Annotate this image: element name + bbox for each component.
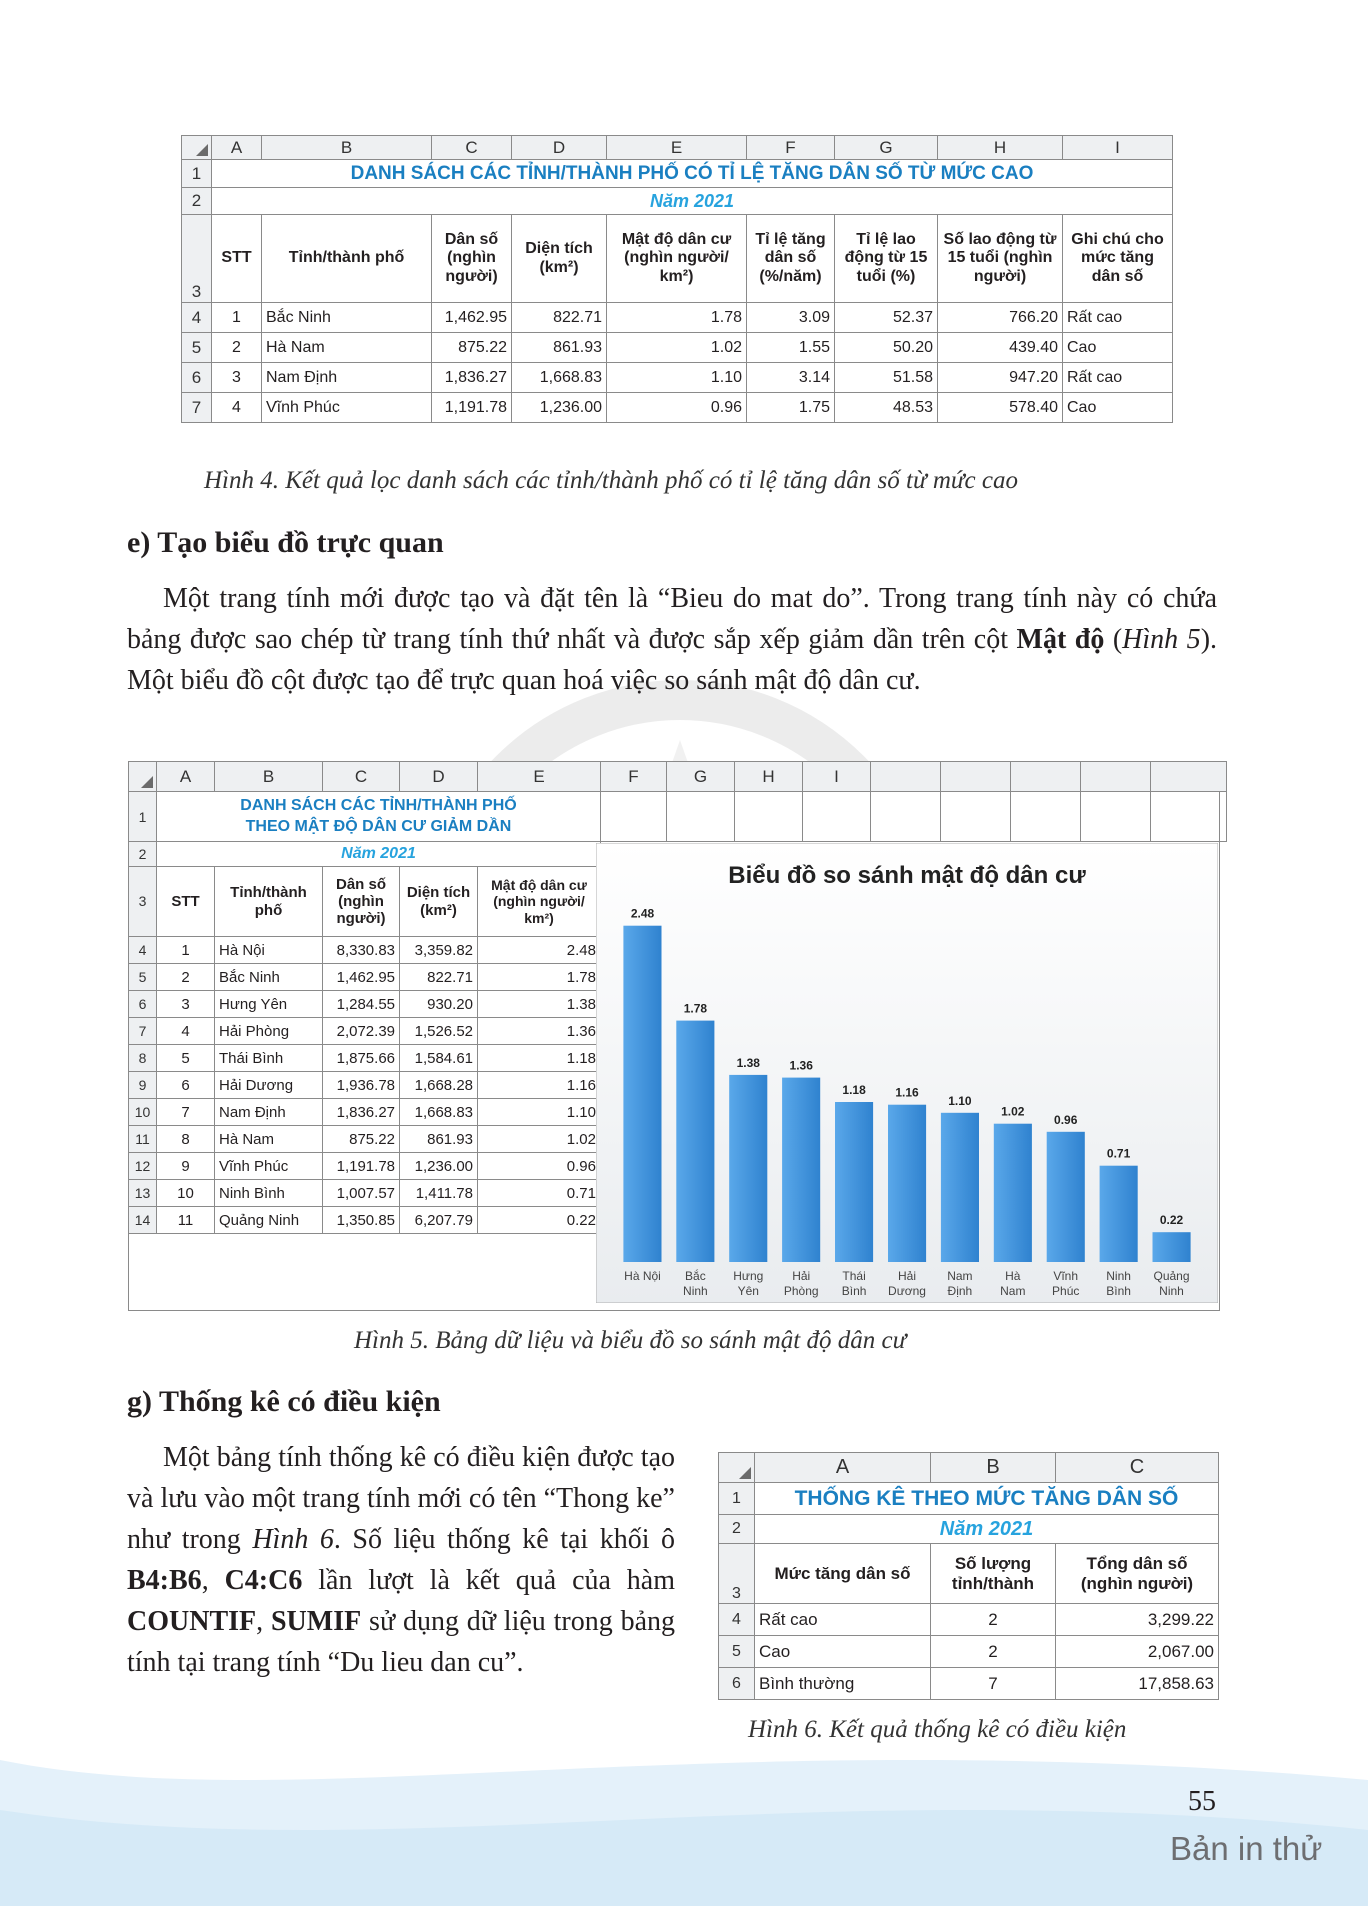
col-header[interactable]: C bbox=[1056, 1453, 1219, 1483]
chart-bar[interactable] bbox=[729, 1075, 767, 1262]
table-cell[interactable]: 2 bbox=[931, 1636, 1056, 1668]
chart-bar[interactable] bbox=[888, 1105, 926, 1262]
row-number[interactable]: 3 bbox=[182, 215, 212, 303]
fig4-title: DANH SÁCH CÁC TỈNH/THÀNH PHỐ CÓ TỈ LỆ TĂNG DÂN SỐ TỪ MỨC CAO bbox=[212, 160, 1173, 188]
table-cell[interactable]: 1.10 bbox=[607, 363, 747, 393]
header-cell: Tỉ lệ tăng dân số (%/năm) bbox=[747, 215, 835, 303]
row-number[interactable]: 1 bbox=[182, 160, 212, 188]
col-header[interactable]: B bbox=[262, 136, 432, 160]
chart-category-label: Hà Nội bbox=[624, 1269, 661, 1283]
table-cell[interactable]: 1,836.27 bbox=[432, 363, 512, 393]
table-cell[interactable]: 1,936.78 bbox=[323, 1072, 400, 1099]
para-bold: SUMIF bbox=[270, 1606, 362, 1637]
para-bold: B4:B6 bbox=[127, 1565, 202, 1596]
row-number[interactable]: 5 bbox=[182, 333, 212, 363]
cell[interactable] bbox=[803, 792, 871, 842]
chart-category-label: Quảng bbox=[1153, 1269, 1190, 1283]
cell[interactable] bbox=[871, 792, 941, 842]
row-number[interactable]: 6 bbox=[129, 991, 157, 1018]
col-header[interactable]: A bbox=[157, 762, 215, 792]
col-header[interactable] bbox=[1011, 762, 1081, 792]
header-cell: Số lượng tỉnh/thành bbox=[931, 1544, 1056, 1604]
table-cell[interactable]: Vĩnh Phúc bbox=[215, 1153, 323, 1180]
table-row bbox=[182, 393, 1173, 423]
para-text: ( bbox=[1104, 624, 1123, 655]
table-cell[interactable]: Bắc Ninh bbox=[262, 303, 432, 333]
chart-category-label: Vĩnh bbox=[1053, 1269, 1079, 1283]
header-cell: Diện tích (km²) bbox=[400, 867, 478, 937]
para-text: Một bảng tính thống kê có điều kiện được tạo và lưu vào một trang tính mới có tên “Thong ke” như trong bbox=[127, 1442, 675, 1555]
table-cell[interactable]: Hà Nội bbox=[215, 937, 323, 964]
cell[interactable] bbox=[667, 792, 735, 842]
table-cell[interactable]: 0.96 bbox=[607, 393, 747, 423]
row-number[interactable]: 10 bbox=[129, 1099, 157, 1126]
chart-category-label: Hà bbox=[1005, 1269, 1021, 1283]
table-row bbox=[182, 333, 1173, 363]
page-number: 55 bbox=[1188, 1786, 1216, 1817]
fig6-title: THỐNG KÊ THEO MỨC TĂNG DÂN SỐ bbox=[755, 1483, 1219, 1515]
fig5-caption: Hình 5. Bảng dữ liệu và biểu đồ so sánh mật độ dân cư bbox=[354, 1327, 907, 1354]
density-bar-chart[interactable] bbox=[596, 843, 1218, 1303]
table-cell[interactable]: 1.16 bbox=[478, 1072, 601, 1099]
col-header[interactable]: E bbox=[607, 136, 747, 160]
table-cell[interactable]: Hưng Yên bbox=[215, 991, 323, 1018]
chart-category-label: Hải bbox=[792, 1269, 811, 1283]
chart-data-label: 0.71 bbox=[1106, 1146, 1131, 1161]
row-number[interactable]: 2 bbox=[182, 188, 212, 215]
chart-bar[interactable] bbox=[835, 1102, 873, 1262]
row-number[interactable]: 14 bbox=[129, 1207, 157, 1234]
table-cell[interactable]: 1,668.83 bbox=[512, 363, 607, 393]
table-cell[interactable]: 1,668.83 bbox=[400, 1099, 478, 1126]
row-number[interactable]: 9 bbox=[129, 1072, 157, 1099]
table-cell[interactable]: 1,668.28 bbox=[400, 1072, 478, 1099]
col-header[interactable] bbox=[1151, 762, 1227, 792]
table-cell[interactable]: 11 bbox=[157, 1207, 215, 1234]
table-cell[interactable]: 8 bbox=[157, 1126, 215, 1153]
chart-category-label: Dương bbox=[888, 1284, 926, 1298]
table-cell[interactable]: 3.09 bbox=[747, 303, 835, 333]
table-row bbox=[719, 1636, 1219, 1668]
chart-category-label: Phúc bbox=[1052, 1284, 1080, 1298]
para-bold: C4:C6 bbox=[224, 1565, 303, 1596]
row-number[interactable]: 7 bbox=[182, 393, 212, 423]
table-cell[interactable]: 1,462.95 bbox=[323, 964, 400, 991]
table-cell[interactable]: 2,067.00 bbox=[1056, 1636, 1219, 1668]
col-header[interactable]: B bbox=[215, 762, 323, 792]
chart-category-label: Hưng bbox=[733, 1269, 764, 1283]
table-row bbox=[182, 303, 1173, 333]
para-bold: Mật độ bbox=[1016, 624, 1105, 655]
table-cell[interactable]: 1,191.78 bbox=[432, 393, 512, 423]
select-all-corner[interactable] bbox=[129, 762, 157, 792]
table-cell[interactable]: Thái Bình bbox=[215, 1045, 323, 1072]
table-cell[interactable]: 8,330.83 bbox=[323, 937, 400, 964]
table-cell[interactable]: 947.20 bbox=[938, 363, 1063, 393]
col-header[interactable]: C bbox=[432, 136, 512, 160]
row-number[interactable]: 7 bbox=[129, 1018, 157, 1045]
table-cell[interactable]: 17,858.63 bbox=[1056, 1668, 1219, 1700]
chart-category-label: Bắc bbox=[685, 1269, 706, 1283]
chart-category-label: Ninh bbox=[683, 1284, 708, 1298]
para-text: , bbox=[256, 1606, 271, 1637]
chart-data-label: 1.02 bbox=[1001, 1104, 1025, 1119]
header-cell: Dân số (nghìn người) bbox=[432, 215, 512, 303]
table-cell[interactable]: 1 bbox=[212, 303, 262, 333]
table-cell[interactable]: Rất cao bbox=[1063, 303, 1173, 333]
table-cell[interactable]: Bắc Ninh bbox=[215, 964, 323, 991]
row-number[interactable]: 3 bbox=[719, 1544, 755, 1604]
row-number[interactable]: 1 bbox=[719, 1483, 755, 1515]
row-number[interactable]: 5 bbox=[129, 964, 157, 991]
table-cell[interactable]: 861.93 bbox=[512, 333, 607, 363]
chart-bar[interactable] bbox=[1100, 1166, 1138, 1262]
row-number[interactable]: 1 bbox=[129, 792, 157, 842]
col-header[interactable]: G bbox=[667, 762, 735, 792]
col-header[interactable]: H bbox=[735, 762, 803, 792]
table-cell[interactable]: 1,462.95 bbox=[432, 303, 512, 333]
chart-category-label: Bình bbox=[841, 1284, 867, 1298]
fig4-caption: Hình 4. Kết quả lọc danh sách các tỉnh/thành phố có tỉ lệ tăng dân số từ mức cao bbox=[204, 467, 1018, 494]
table-cell[interactable]: 50.20 bbox=[835, 333, 938, 363]
table-cell[interactable]: 1.10 bbox=[478, 1099, 601, 1126]
table-cell[interactable]: Cao bbox=[755, 1636, 931, 1668]
table-cell[interactable]: Nam Định bbox=[215, 1099, 323, 1126]
table-cell[interactable]: 3 bbox=[212, 363, 262, 393]
table-cell[interactable]: 1.75 bbox=[747, 393, 835, 423]
chart-category-label: Nam bbox=[947, 1269, 973, 1283]
para-text: . Số liệu thống kê tại khối ô bbox=[333, 1524, 676, 1555]
section-g-paragraph bbox=[127, 1437, 675, 1683]
table-cell[interactable]: 5 bbox=[157, 1045, 215, 1072]
table-cell[interactable]: 1.38 bbox=[478, 991, 601, 1018]
chart-bar[interactable] bbox=[623, 926, 661, 1262]
col-header[interactable]: I bbox=[1063, 136, 1173, 160]
col-header[interactable]: B bbox=[931, 1453, 1056, 1483]
para-text: ). Một biểu đồ cột được tạo để trực quan hoá việc so sánh mật độ dân cư. bbox=[127, 624, 1218, 696]
header-cell: Diện tích (km²) bbox=[512, 215, 607, 303]
row-number[interactable]: 13 bbox=[129, 1180, 157, 1207]
cell[interactable] bbox=[601, 792, 667, 842]
table-cell[interactable]: 2 bbox=[157, 964, 215, 991]
table-cell[interactable]: Cao bbox=[1063, 333, 1173, 363]
table-cell[interactable]: 1,236.00 bbox=[512, 393, 607, 423]
column-header-row bbox=[182, 136, 1173, 160]
cell[interactable] bbox=[1081, 792, 1151, 842]
para-text: , bbox=[201, 1565, 225, 1596]
col-header[interactable] bbox=[871, 762, 941, 792]
table-cell[interactable]: 10 bbox=[157, 1180, 215, 1207]
table-cell[interactable]: 1,350.85 bbox=[323, 1207, 400, 1234]
table-cell[interactable]: 822.71 bbox=[512, 303, 607, 333]
header-cell: Mật độ dân cư (nghìn người/ km²) bbox=[607, 215, 747, 303]
chart-bar[interactable] bbox=[941, 1113, 979, 1262]
para-italic: Hình 6 bbox=[252, 1524, 334, 1555]
chart-category-label: Định bbox=[947, 1284, 973, 1298]
col-header[interactable]: F bbox=[747, 136, 835, 160]
table-cell[interactable]: 875.22 bbox=[323, 1126, 400, 1153]
table-cell[interactable]: 3,299.22 bbox=[1056, 1604, 1219, 1636]
row-number[interactable]: 4 bbox=[719, 1604, 755, 1636]
row-number[interactable]: 2 bbox=[719, 1515, 755, 1544]
header-cell: Tỉnh/thành phố bbox=[262, 215, 432, 303]
table-cell[interactable]: 0.22 bbox=[478, 1207, 601, 1234]
table-cell[interactable]: 439.40 bbox=[938, 333, 1063, 363]
table-cell[interactable]: 875.22 bbox=[432, 333, 512, 363]
fig5-year: Năm 2021 bbox=[157, 842, 601, 867]
fig5-title bbox=[157, 792, 601, 842]
col-header[interactable]: D bbox=[512, 136, 607, 160]
table-cell[interactable]: 2.48 bbox=[478, 937, 601, 964]
table-cell[interactable]: 7 bbox=[931, 1668, 1056, 1700]
section-e-paragraph bbox=[127, 578, 1217, 701]
row-number[interactable]: 5 bbox=[719, 1636, 755, 1668]
table-cell[interactable]: 1,284.55 bbox=[323, 991, 400, 1018]
col-header[interactable]: G bbox=[835, 136, 938, 160]
chart-data-label: 0.96 bbox=[1054, 1112, 1078, 1127]
table-cell[interactable]: 1.02 bbox=[607, 333, 747, 363]
row-number[interactable]: 6 bbox=[182, 363, 212, 393]
col-header[interactable]: E bbox=[478, 762, 601, 792]
chart-data-label: 1.10 bbox=[948, 1093, 972, 1108]
table-cell[interactable]: 1 bbox=[157, 937, 215, 964]
chart-data-label: 1.18 bbox=[842, 1083, 866, 1097]
chart-category-label: Yên bbox=[737, 1284, 759, 1298]
table-cell[interactable]: 1,836.27 bbox=[323, 1099, 400, 1126]
chart-category-label: Bình bbox=[1106, 1284, 1131, 1298]
header-cell: Tỉnh/thành phố bbox=[215, 867, 323, 937]
table-cell[interactable]: 1,007.57 bbox=[323, 1180, 400, 1207]
chart-data-label: 2.48 bbox=[630, 906, 655, 921]
chart-category-label: Ninh bbox=[1106, 1269, 1131, 1283]
col-header[interactable]: C bbox=[323, 762, 400, 792]
table-cell[interactable]: 1,875.66 bbox=[323, 1045, 400, 1072]
chart-bar[interactable] bbox=[782, 1078, 820, 1262]
cell[interactable] bbox=[1151, 792, 1227, 842]
para-text: lần lượt là kết quả của hàm bbox=[302, 1565, 676, 1596]
chart-title: Biểu đồ so sánh mật độ dân cư bbox=[728, 862, 1086, 889]
table-cell[interactable]: Hải Phòng bbox=[215, 1018, 323, 1045]
col-header[interactable]: H bbox=[938, 136, 1063, 160]
row-number[interactable]: 6 bbox=[719, 1668, 755, 1700]
para-italic: Hình 5 bbox=[1122, 624, 1201, 655]
table-cell[interactable]: 1.78 bbox=[607, 303, 747, 333]
table-cell[interactable]: 4 bbox=[157, 1018, 215, 1045]
cell[interactable] bbox=[941, 792, 1011, 842]
header-cell: STT bbox=[157, 867, 215, 937]
table-cell[interactable]: 1.18 bbox=[478, 1045, 601, 1072]
col-header[interactable]: A bbox=[212, 136, 262, 160]
chart-bar[interactable] bbox=[994, 1124, 1032, 1262]
cell[interactable] bbox=[735, 792, 803, 842]
table-cell[interactable]: 822.71 bbox=[400, 964, 478, 991]
table-cell[interactable]: 1,411.78 bbox=[400, 1180, 478, 1207]
table-row bbox=[182, 363, 1173, 393]
table-cell[interactable]: 1,236.00 bbox=[400, 1153, 478, 1180]
table-cell[interactable]: Bình thường bbox=[755, 1668, 931, 1700]
table-cell[interactable]: 52.37 bbox=[835, 303, 938, 333]
fig6-spreadsheet bbox=[718, 1452, 1219, 1700]
chart-data-label: 0.22 bbox=[1159, 1213, 1184, 1228]
row-number[interactable]: 12 bbox=[129, 1153, 157, 1180]
col-header[interactable]: D bbox=[400, 762, 478, 792]
row-number[interactable]: 4 bbox=[182, 303, 212, 333]
cell[interactable] bbox=[1011, 792, 1081, 842]
header-cell: Dân số (nghìn người) bbox=[323, 867, 400, 937]
header-cell: Mật độ dân cư (nghìn người/ km²) bbox=[478, 867, 601, 937]
table-cell[interactable]: 1,526.52 bbox=[400, 1018, 478, 1045]
chart-data-label: 1.36 bbox=[789, 1058, 813, 1073]
chart-category-label: Thái bbox=[842, 1269, 866, 1283]
table-cell[interactable]: 4 bbox=[212, 393, 262, 423]
table-cell[interactable]: 6,207.79 bbox=[400, 1207, 478, 1234]
fig6-header-row bbox=[719, 1544, 1219, 1604]
table-cell[interactable]: 0.96 bbox=[478, 1153, 601, 1180]
chart-bar[interactable] bbox=[1047, 1132, 1085, 1262]
para-bold: COUNTIF bbox=[127, 1606, 257, 1637]
select-all-corner[interactable] bbox=[719, 1453, 755, 1483]
col-header[interactable] bbox=[1081, 762, 1151, 792]
fig6-year: Năm 2021 bbox=[755, 1515, 1219, 1544]
header-cell: Số lao động từ 15 tuổi (nghìn người) bbox=[938, 215, 1063, 303]
table-cell[interactable]: Ninh Bình bbox=[215, 1180, 323, 1207]
para-text: sử dụng dữ liệu trong bảng tính tại trang tính “Du lieu dan cu”. bbox=[127, 1606, 676, 1678]
table-cell[interactable]: 3.14 bbox=[747, 363, 835, 393]
chart-data-label: 1.16 bbox=[895, 1085, 919, 1100]
para-text: Một trang tính mới được tạo và đặt tên là “Bieu do mat do”. Trong trang tính này có chứa bảng được sao chép từ trang tính thứ nhất và được sắp xếp giảm dần trên cột bbox=[127, 583, 1217, 655]
section-g-heading: g) Thống kê có điều kiện bbox=[127, 1385, 441, 1418]
row-number[interactable]: 8 bbox=[129, 1045, 157, 1072]
table-cell[interactable]: 930.20 bbox=[400, 991, 478, 1018]
col-header[interactable]: A bbox=[755, 1453, 931, 1483]
table-cell[interactable]: 1.55 bbox=[747, 333, 835, 363]
fig6-caption: Hình 6. Kết quả thống kê có điều kiện bbox=[748, 1716, 1127, 1743]
section-e-heading: e) Tạo biểu đồ trực quan bbox=[127, 526, 444, 559]
background-wave-decoration bbox=[0, 1700, 1368, 1906]
col-header[interactable]: I bbox=[803, 762, 871, 792]
table-cell[interactable]: Rất cao bbox=[755, 1604, 931, 1636]
row-number[interactable]: 2 bbox=[129, 842, 157, 867]
table-row bbox=[719, 1668, 1219, 1700]
header-cell: Tỉ lệ lao động từ 15 tuổi (%) bbox=[835, 215, 938, 303]
table-row bbox=[719, 1604, 1219, 1636]
table-cell[interactable]: 7 bbox=[157, 1099, 215, 1126]
chart-data-label: 1.78 bbox=[683, 1001, 708, 1016]
table-cell[interactable]: 578.40 bbox=[938, 393, 1063, 423]
table-cell[interactable]: 6 bbox=[157, 1072, 215, 1099]
draft-watermark-label: Bản in thử bbox=[1170, 1830, 1323, 1867]
table-cell[interactable]: 9 bbox=[157, 1153, 215, 1180]
table-cell[interactable]: 1,584.61 bbox=[400, 1045, 478, 1072]
table-cell[interactable]: Vĩnh Phúc bbox=[262, 393, 432, 423]
table-cell[interactable]: 766.20 bbox=[938, 303, 1063, 333]
column-header-row bbox=[129, 762, 1227, 792]
column-header-row bbox=[719, 1453, 1219, 1483]
col-header[interactable]: F bbox=[601, 762, 667, 792]
table-cell[interactable]: Quảng Ninh bbox=[215, 1207, 323, 1234]
table-cell[interactable]: Hà Nam bbox=[262, 333, 432, 363]
table-cell[interactable]: Cao bbox=[1063, 393, 1173, 423]
table-cell[interactable]: 3,359.82 bbox=[400, 937, 478, 964]
table-cell[interactable]: 1.02 bbox=[478, 1126, 601, 1153]
header-cell: Ghi chú cho mức tăng dân số bbox=[1063, 215, 1173, 303]
fig5-title-line: THEO MẬT ĐỘ DÂN CƯ GIẢM DẦN bbox=[245, 817, 512, 835]
header-cell: STT bbox=[212, 215, 262, 303]
table-cell[interactable]: 3 bbox=[157, 991, 215, 1018]
chart-category-label: Nam bbox=[1000, 1284, 1026, 1298]
fig4-header-row bbox=[182, 215, 1173, 303]
row-number[interactable]: 11 bbox=[129, 1126, 157, 1153]
select-all-corner[interactable] bbox=[182, 136, 212, 160]
table-cell[interactable]: 2 bbox=[931, 1604, 1056, 1636]
table-cell[interactable]: 51.58 bbox=[835, 363, 938, 393]
fig4-year: Năm 2021 bbox=[212, 188, 1173, 215]
chart-category-label: Phòng bbox=[783, 1284, 819, 1298]
header-cell: Tổng dân số (nghìn người) bbox=[1056, 1544, 1219, 1604]
fig4-spreadsheet bbox=[181, 135, 1173, 423]
chart-category-label: Hải bbox=[897, 1269, 917, 1283]
table-cell[interactable]: Rất cao bbox=[1063, 363, 1173, 393]
col-header[interactable] bbox=[941, 762, 1011, 792]
chart-bar[interactable] bbox=[676, 1021, 714, 1262]
table-cell[interactable]: Nam Định bbox=[262, 363, 432, 393]
fig5-title-line: DANH SÁCH CÁC TỈNH/THÀNH PHỐ bbox=[240, 796, 517, 814]
table-cell[interactable]: 2 bbox=[212, 333, 262, 363]
table-cell[interactable]: Hà Nam bbox=[215, 1126, 323, 1153]
table-cell[interactable]: 2,072.39 bbox=[323, 1018, 400, 1045]
table-cell[interactable]: Hải Dương bbox=[215, 1072, 323, 1099]
table-cell[interactable]: 0.71 bbox=[478, 1180, 601, 1207]
table-cell[interactable]: 1.36 bbox=[478, 1018, 601, 1045]
row-number[interactable]: 4 bbox=[129, 937, 157, 964]
table-cell[interactable]: 1.78 bbox=[478, 964, 601, 991]
chart-bar[interactable] bbox=[1153, 1232, 1191, 1262]
table-cell[interactable]: 48.53 bbox=[835, 393, 938, 423]
header-cell: Mức tăng dân số bbox=[755, 1544, 931, 1604]
chart-category-label: Ninh bbox=[1159, 1284, 1184, 1298]
table-cell[interactable]: 861.93 bbox=[400, 1126, 478, 1153]
table-cell[interactable]: 1,191.78 bbox=[323, 1153, 400, 1180]
chart-data-label: 1.38 bbox=[736, 1055, 760, 1070]
row-number[interactable]: 3 bbox=[129, 867, 157, 937]
